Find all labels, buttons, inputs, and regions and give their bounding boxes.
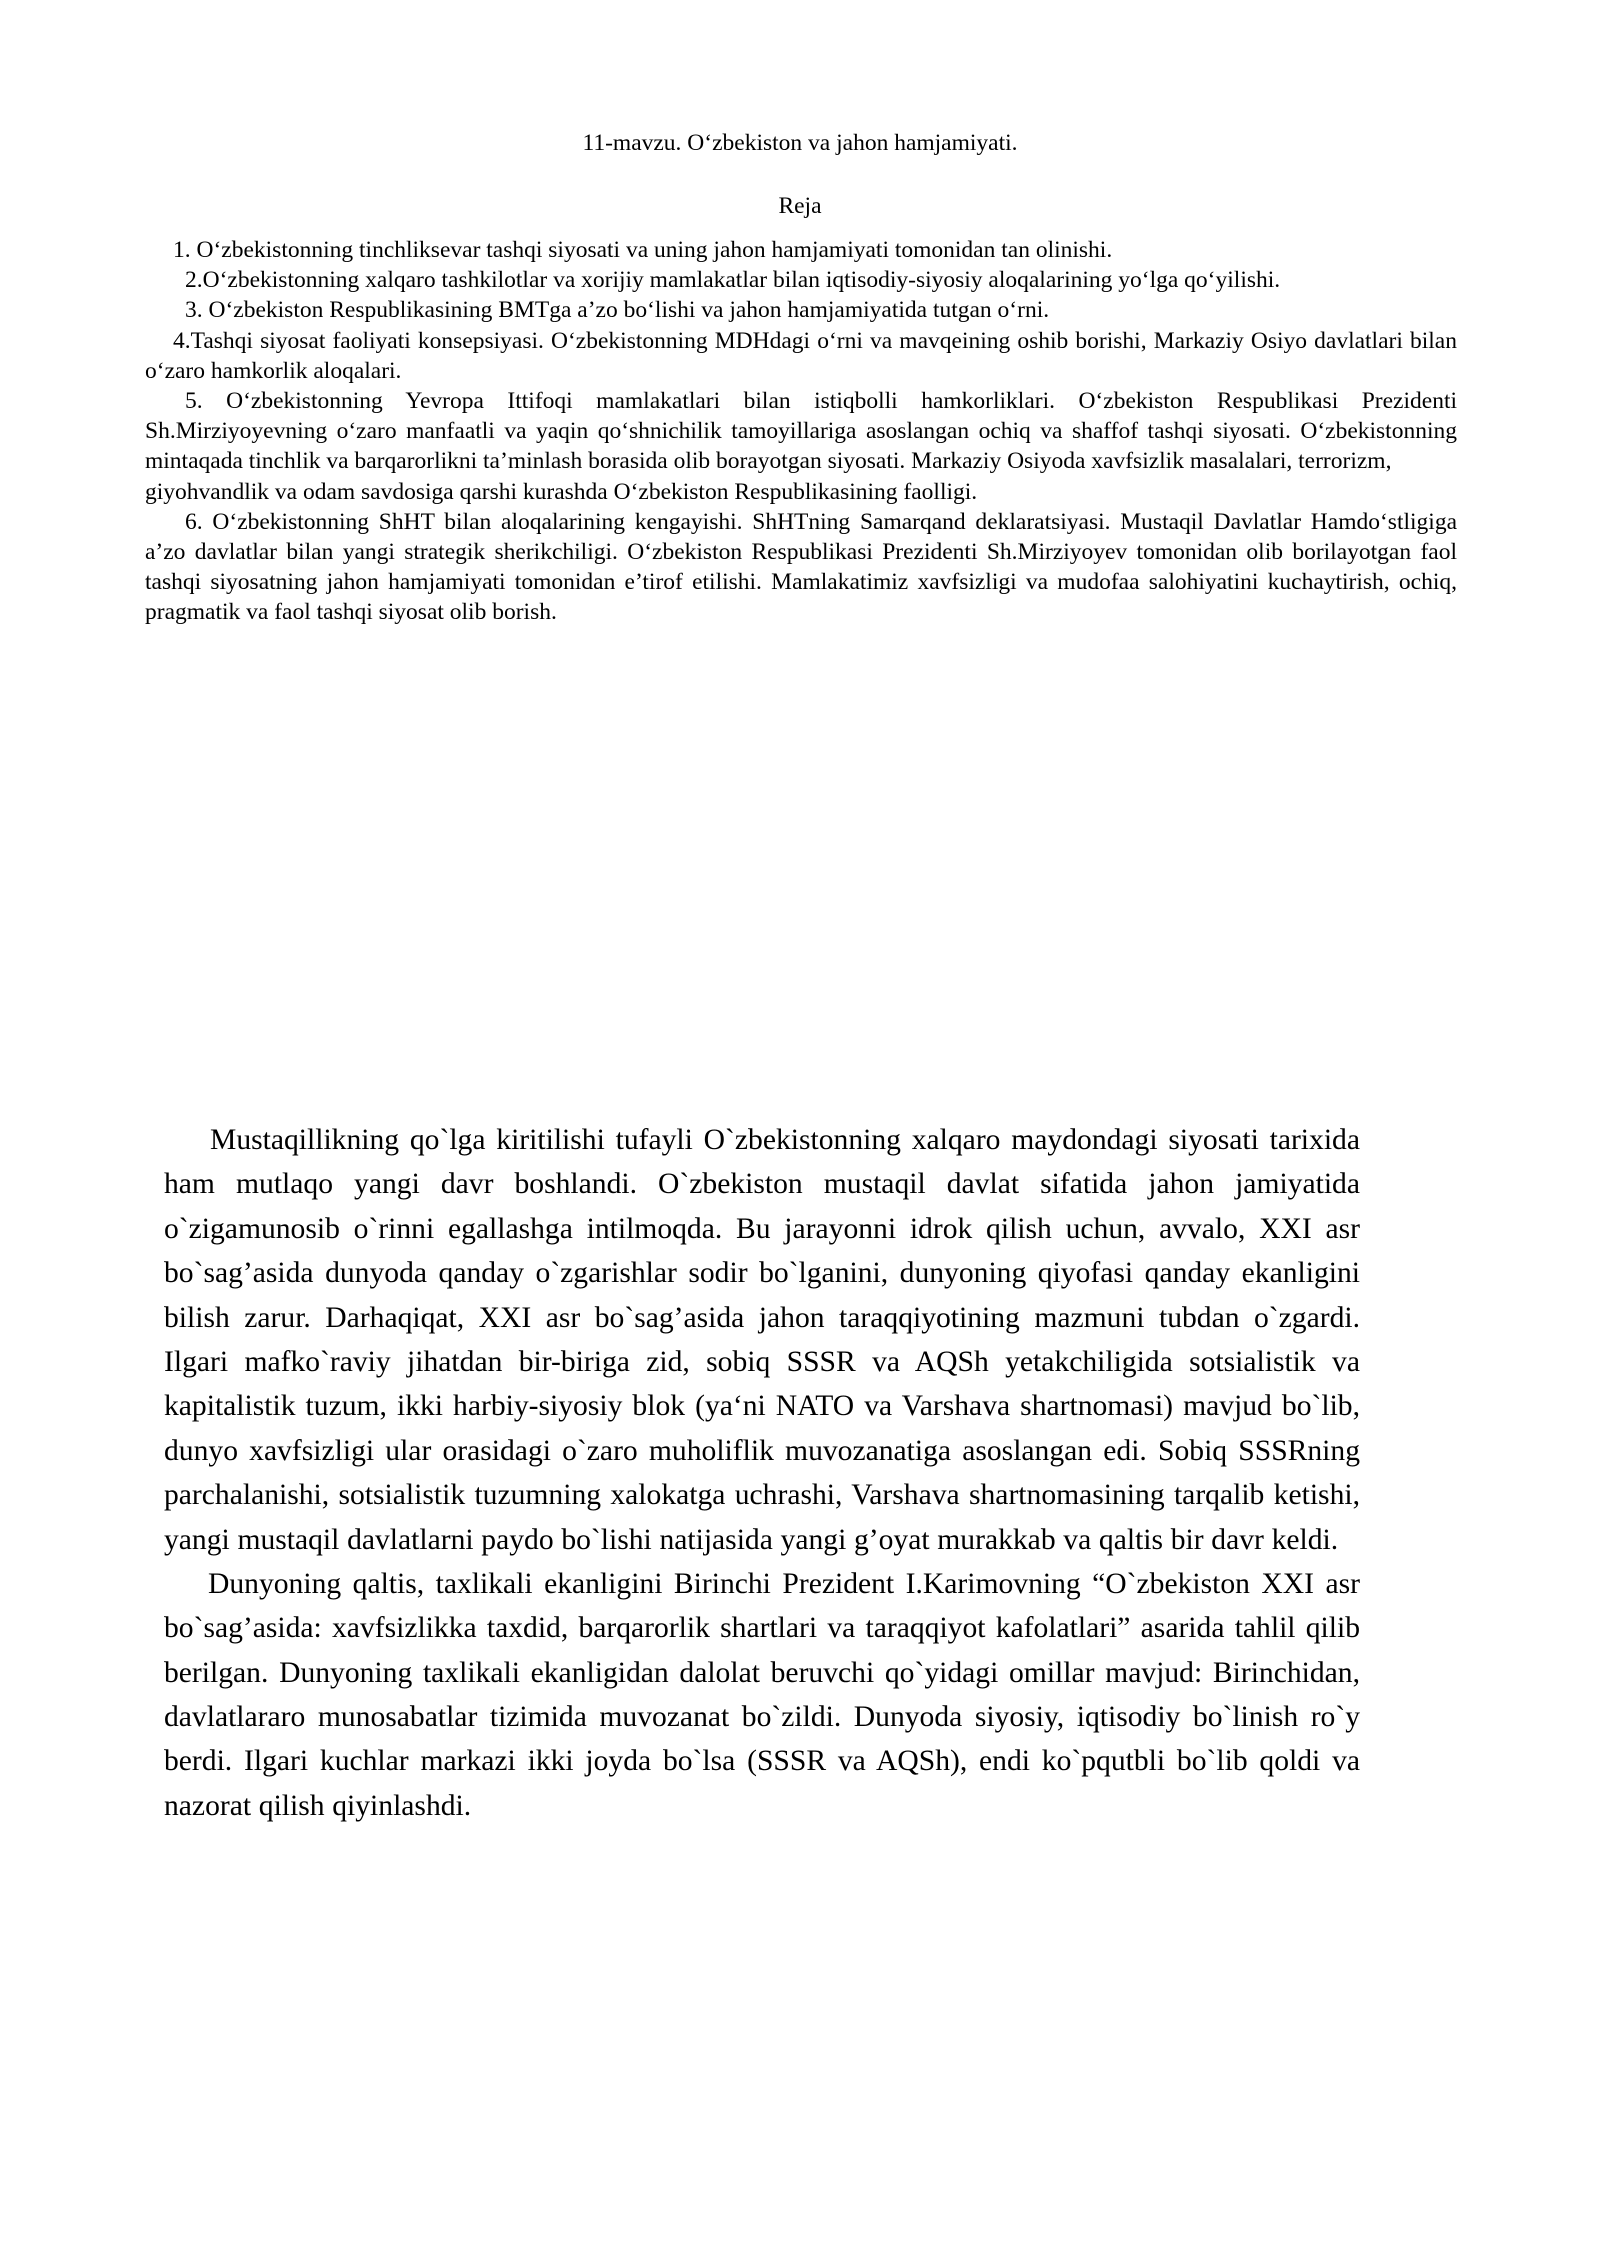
plan-item-4: 4.Tashqi siyosat faoliyati konsepsiyasi. O‘zbekistonning MDHdagi o‘rni va mavqeining oshib borishi, Markaziy Osiyo davlatlari bilan o‘zaro hamkorlik aloqalari.: [145, 327, 1457, 384]
body-text: [164, 1118, 1360, 1828]
plan-item-5-continuation: giyohvandlik va odam savdosiga qarshi kurashda O‘zbekiston Respublikasining faolligi.: [145, 478, 978, 505]
body-paragraph-1: Mustaqillikning qo`lga kiritilishi tufayli O`zbekistonning xalqaro maydondagi siyosati tarixida ham mutlaqo yangi davr boshlandi. O`zbekiston mustaqil davlat sifatida jahon jamiyatida o`zigamunosib o`rinni egallashga intilmoqda. Bu jarayonni idrok qilish uchun, avvalo, XXI asr bo`sag’asida dunyoda qanday o`zgarishlar sodir bo`lganini, dunyoning qiyofasi qanday ekanligini bilish zarur. Darhaqiqat, XXI asr bo`sag’asida jahon taraqqiyotining mazmuni tubdan o`zgardi. Ilgari mafko`raviy jihatdan bir-biriga zid, sobiq SSSR va AQSh yetakchiligida sotsialistik va kapitalistik tuzum, ikki harbiy-siyosiy blok (ya‘ni NATO va Varshava shartnomasi) mavjud bo`lib, dunyo xavfsizligi ular orasidagi o`zaro muholiflik muvozanatiga asoslangan edi. Sobiq SSSRning parchalanishi, sotsialistik tuzumning xalokatga uchrashi, Varshava shartnomasining tarqalib ketishi, yangi mustaqil davlatlarni paydo bo`lishi natijasida yangi g’oyat murakkab va qaltis bir davr keldi.: [164, 1124, 1360, 1556]
section-heading-reja: Reja: [778, 193, 822, 220]
plan-item-6: 6. O‘zbekistonning ShHT bilan aloqalarining kengayishi. ShHTning Samarqand deklaratsiyasi. Mustaqil Davlatlar Hamdo‘stligiga a’zo davlatlar bilan yangi strategik sherikchiligi. O‘zbekiston Respublikasi Prezidenti Sh.Mirziyoyev tomonidan olib borilayotgan faol tashqi siyosatning jahon hamjamiyati tomonidan e’tirof etilishi. Mamlakatimiz xavfsizligi va mudofaa salohiyatini kuchaytirish, ochiq, pragmatik va faol tashqi siyosat olib borish.: [145, 508, 1457, 626]
plan-item-5: 5. O‘zbekistonning Yevropa Ittifoqi mamlakatlari bilan istiqbolli hamkorliklari. O‘zbekiston Respublikasi Prezidenti Sh.Mirziyoyevning o‘zaro manfaatli va yaqin qo‘shnichilik tamoyillariga asoslangan ochiq va shaffof tashqi siyosati. O‘zbekistonning mintaqada tinchlik va barqarorlikni ta’minlash borasida olib borayotgan siyosati. Markaziy Osiyoda xavfsizlik masalalari, terrorizm,: [145, 387, 1457, 475]
plan-item-2: 2.O‘zbekistonning xalqaro tashkilotlar va xorijiy mamlakatlar bilan iqtisodiy-siyosiy aloqalarining yo‘lga qo‘yilishi.: [185, 267, 1281, 294]
page-title: 11-mavzu. O‘zbekiston va jahon hamjamiyati.: [582, 130, 1018, 156]
plan-list: [145, 235, 1457, 627]
body-paragraph-2: Dunyoning qaltis, taxlikali ekanligini Birinchi Prezident I.Karimovning “O`zbekiston XXI asr bo`sag’asida: xavfsizlikka taxdid, barqarorlik shartlari va taraqqiyot kafolatlari” asarida tahlil qilib berilgan. Dunyoning taxlikali ekanligidan dalolat beruvchi qo`yidagi omillar mavjud: Birinchidan, davlatlararo munosabatlar tizimida muvozanat bo`zildi. Dunyoda siyosiy, iqtisodiy bo`linish ro`y berdi. Ilgari kuchlar markazi ikki joyda bo`lsa (SSSR va AQSh), endi ko`pqutbli bo`lib qoldi va nazorat qilish qiyinlashdi.: [164, 1567, 1360, 1822]
plan-item-3: 3. O‘zbekiston Respublikasining BMTga a’zo bo‘lishi va jahon hamjamiyatida tutgan o‘rni.: [185, 297, 1050, 324]
document-heading-block: [145, 128, 1455, 221]
plan-item-1: 1. O‘zbekistonning tinchliksevar tashqi siyosati va uning jahon hamjamiyati tomonidan tan olinishi.: [173, 237, 1113, 263]
